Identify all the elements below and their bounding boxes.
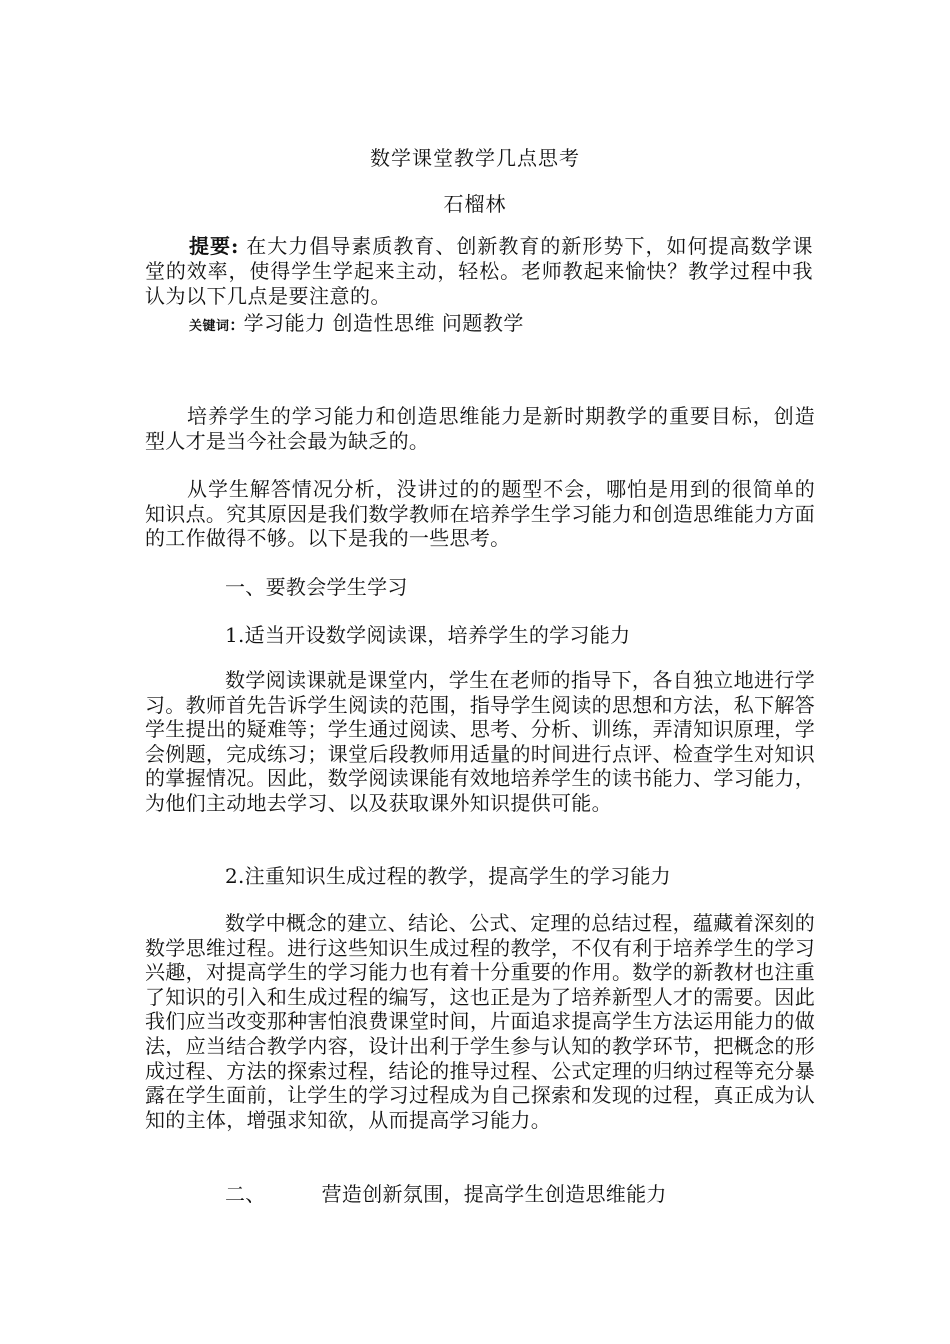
keywords-line xyxy=(189,311,524,339)
abstract-paragraph xyxy=(145,234,813,309)
body-paragraph-2: 从学生解答情况分析，没讲过的的题型不会，哪怕是用到的很简单的知识点。究其原因是我们数学教师在培养学生学习能力和创造思维能力方面的工作做得不够。以下是我的一些思考。 xyxy=(145,477,815,551)
abstract-text: 在大力倡导素质教育、创新教育的新形势下，如何提高数学课堂的效率，使得学生学起来主动，轻松。老师教起来愉快？教学过程中我认为以下几点是要注意的。 xyxy=(145,234,814,308)
document-title: 数学课堂教学几点思考 xyxy=(370,146,580,170)
keywords-label: 关键词 xyxy=(189,319,230,334)
keywords-text: 学习能力 创造性思维 问题教学 xyxy=(243,311,524,335)
section-heading-2-number: 二、 xyxy=(225,1182,266,1206)
section-heading-2 xyxy=(225,1182,667,1206)
subsection-heading-1-1: 1.适当开设数学阅读课，培养学生的学习能力 xyxy=(225,623,631,647)
abstract-label: 提要 xyxy=(189,234,232,258)
abstract-colon: : xyxy=(231,234,239,258)
body-paragraph-4: 数学中概念的建立、结论、公式、定理的总结过程，蕴藏着深刻的数学思维过程。进行这些知识生成过程的教学，不仅有利于培养学生的学习兴趣，对提高学生的学习能力也有着十分重要的作用。数学的新教材也注重了知识的引入和生成过程的编写，这也正是为了培养新型人才的需要。因此我们应当改变那种害怕浪费课堂时间，片面追求提高学生方法运用能力的做法，应当结合教学内容，设计出利于学生参与认知的教学环节，把概念的形成过程、方法的探索过程，结论的推导过程、公式定理的归纳过程等充分暴露在学生面前，让学生的学习过程成为自己探索和发现的过程，真正成为认知的主体，增强求知欲，从而提高学习能力。 xyxy=(145,911,815,1132)
section-heading-2-text: 营造创新氛围，提高学生创造思维能力 xyxy=(321,1182,667,1206)
body-paragraph-1: 培养学生的学习能力和创造思维能力是新时期教学的重要目标，创造型人才是当今社会最为缺乏的。 xyxy=(145,404,815,453)
keywords-colon: : xyxy=(229,311,244,335)
subsection-heading-1-2: 2.注重知识生成过程的教学，提高学生的学习能力 xyxy=(225,864,671,888)
section-heading-1: 一、要教会学生学习 xyxy=(225,575,408,599)
document-author: 石榴林 xyxy=(443,192,507,216)
body-paragraph-3: 数学阅读课就是课堂内，学生在老师的指导下，各自独立地进行学习。教师首先告诉学生阅读的范围，指导学生阅读的思想和方法，私下解答学生提出的疑难等；学生通过阅读、思考、分析、训练，弄清知识原理，学会例题，完成练习；课堂后段教师用适量的时间进行点评、检查学生对知识的掌握情况。因此，数学阅读课能有效地培养学生的读书能力、学习能力，为他们主动地去学习、以及获取课外知识提供可能。 xyxy=(145,668,815,815)
